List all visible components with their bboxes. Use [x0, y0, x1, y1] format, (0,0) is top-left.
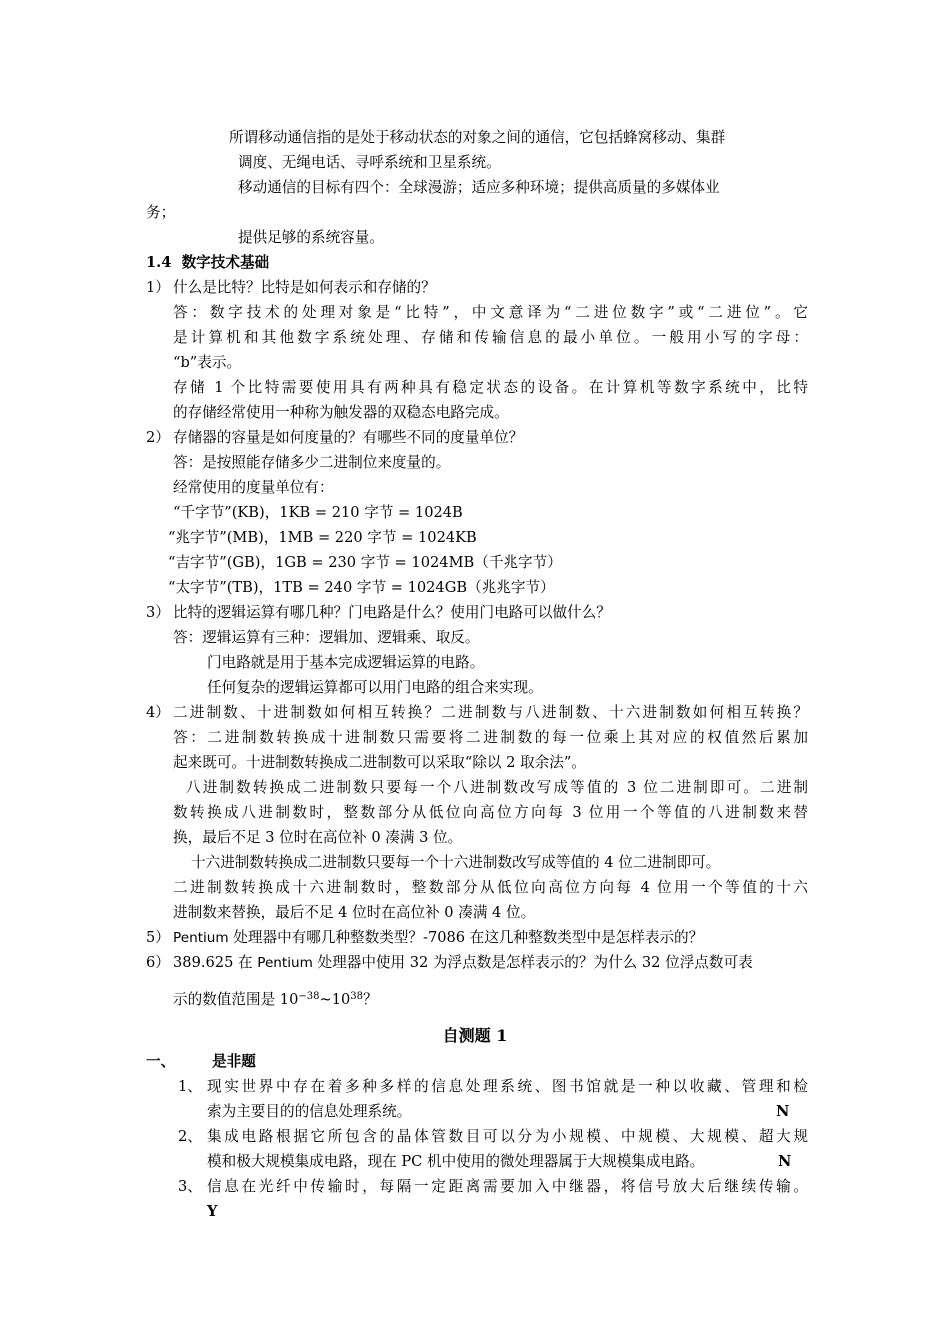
q1-answer-line-1: 答：数字技术的处理对象是“比特”，中文意译为“二进位数字”或“二进位”。它 — [173, 304, 808, 321]
q1-answer-line-3: “b”表示。 — [173, 354, 242, 371]
q6-range-tilde: ~10 — [319, 991, 351, 1008]
q4-question: 二进制数、十进制数如何相互转换？二进制数与八进制数、十六进制数如何相互转换？ — [173, 704, 808, 721]
q6-range-text: 示的数值范围是 10 — [173, 991, 299, 1008]
q3-answer-line-2: 门电路就是用于基本完成逻辑运算的电路。 — [207, 654, 485, 671]
q4-answer-line-3: 八进制数转换成二进制数只要每一个八进制数改写成等值的 3 位二进制即可。二进制 — [186, 779, 808, 796]
q2-answer-line-2: 经常使用的度量单位有： — [173, 479, 334, 496]
q3-number: 3） — [146, 604, 170, 621]
item-2-number: 2、 — [178, 1128, 202, 1145]
q2-answer-line-1: 答：是按照能存储多少二进制位来度量的。 — [173, 454, 451, 471]
q4-answer-line-5: 换，最后不足 3 位时在高位补 0 凑满 3 位。 — [173, 829, 463, 846]
intro-line-3: 移动通信的目标有四个：全球漫游；适应多种环境；提供高质量的多媒体业 — [238, 179, 720, 196]
q2-unit-mb: “兆字节”(MB)，1MB = 220 字节 = 1024KB — [168, 529, 477, 546]
q1-answer-line-5: 的存储经常使用一种称为触发器的双稳态电路完成。 — [173, 404, 509, 421]
q6-range-end: ？ — [363, 991, 378, 1008]
q2-unit-gb: “吉字节”(GB)，1GB = 230 字节 = 1024MB（千兆字节） — [168, 554, 562, 571]
item-1-line-1: 现实世界中存在着多种多样的信息处理系统、图书馆就是一种以收藏、管理和检 — [207, 1078, 808, 1095]
item-2-line-1: 集成电路根据它所包含的晶体管数目可以分为小规模、中规模、大规模、超大规 — [207, 1128, 808, 1145]
section-heading — [146, 252, 269, 274]
q1-number: 1） — [146, 279, 170, 296]
q6-number: 6） — [146, 954, 170, 971]
q5-text: 处理器中有哪几种整数类型？-7086 在这几种整数类型中是怎样表示的？ — [233, 929, 704, 946]
q6-question-line-2 — [173, 989, 378, 1011]
section-number: 1.4 — [146, 254, 172, 271]
q2-unit-tb: “太字节”(TB)，1TB = 240 字节 = 1024GB（兆兆字节） — [168, 579, 555, 596]
intro-line-5: 提供足够的系统容量。 — [238, 229, 384, 246]
q4-answer-line-8: 进制数来替换，最后不足 4 位时在高位补 0 凑满 4 位。 — [173, 904, 536, 921]
item-3-number: 3、 — [178, 1178, 202, 1195]
item-1-number: 1、 — [178, 1078, 202, 1095]
q4-answer-line-7: 二进制数转换成十六进制数时，整数部分从低位向高位方向每 4 位用一个等值的十六 — [173, 879, 808, 896]
q5-number: 5） — [146, 929, 170, 946]
q4-number: 4） — [146, 704, 170, 721]
q6-post: 处理器中使用 32 为浮点数是怎样表示的？为什么 32 位浮点数可表 — [317, 954, 753, 971]
section-title: 数字技术基础 — [181, 254, 270, 271]
test-title: 自测题 1 — [442, 1026, 508, 1045]
q1-question: 什么是比特？比特是如何表示和存储的？ — [173, 279, 436, 296]
q4-answer-line-1: 答：二进制数转换成十进制数只需要将二进制数的每一位乘上其对应的权值然后累加 — [173, 729, 808, 746]
part-title: 是非题 — [212, 1053, 256, 1070]
q2-question: 存储器的容量是如何度量的？有哪些不同的度量单位？ — [173, 429, 524, 446]
part-number: 一、 — [146, 1053, 176, 1070]
q2-number: 2） — [146, 429, 170, 446]
q1-answer-line-4: 存储 1 个比特需要使用具有两种具有稳定状态的设备。在计算机等数字系统中，比特 — [173, 379, 808, 396]
q3-answer-line-3: 任何复杂的逻辑运算都可以用门电路的组合来实现。 — [207, 679, 543, 696]
q1-answer-line-2: 是计算机和其他数字系统处理、存储和传输信息的最小单位。一般用小写的字母： — [173, 329, 808, 346]
q2-unit-kb: “千字节”(KB)，1KB = 210 字节 = 1024B — [173, 504, 463, 521]
q6-pentium: Pentium — [257, 955, 313, 971]
q3-answer-line-1: 答：逻辑运算有三种：逻辑加、逻辑乘、取反。 — [173, 629, 480, 646]
q6-exponent-max: 38 — [350, 991, 364, 1002]
q4-answer-line-2: 起来既可。十进制数转换成二进制数可以采取“除以 2 取余法”。 — [173, 754, 586, 771]
item-2-line-2: 模和极大规模集成电路，现在 PC 机中使用的微处理器属于大规模集成电路。 — [207, 1153, 705, 1170]
q3-question: 比特的逻辑运算有哪几种？门电路是什么？使用门电路可以做什么？ — [173, 604, 611, 621]
q5-question — [173, 927, 703, 949]
q4-answer-line-6: 十六进制数转换成二进制数只要每一个十六进制数改写成等值的 4 位二进制即可。 — [191, 854, 721, 871]
intro-line-1: 所谓移动通信指的是处于移动状态的对象之间的通信，它包括蜂窝移动、集群 — [229, 129, 726, 146]
item-3-answer: Y — [207, 1203, 218, 1220]
item-1-answer: N — [776, 1103, 790, 1120]
item-3-line-1: 信息在光纤中传输时，每隔一定距离需要加入中继器，将信号放大后继续传输。 — [207, 1178, 808, 1195]
q6-pre: 389.625 在 — [173, 954, 253, 971]
item-1-line-2: 索为主要目的的信息处理系统。 — [207, 1103, 412, 1120]
intro-line-4: 务； — [146, 204, 176, 221]
item-2-answer: N — [778, 1153, 792, 1170]
q5-pentium: Pentium — [173, 930, 229, 946]
q6-exponent-min: −38 — [298, 991, 320, 1002]
q6-question-line-1 — [173, 952, 753, 974]
intro-line-2: 调度、无绳电话、寻呼系统和卫星系统。 — [238, 154, 501, 171]
q4-answer-line-4: 数转换成八进制数时，整数部分从低位向高位方向每 3 位用一个等值的八进制数来替 — [173, 804, 808, 821]
